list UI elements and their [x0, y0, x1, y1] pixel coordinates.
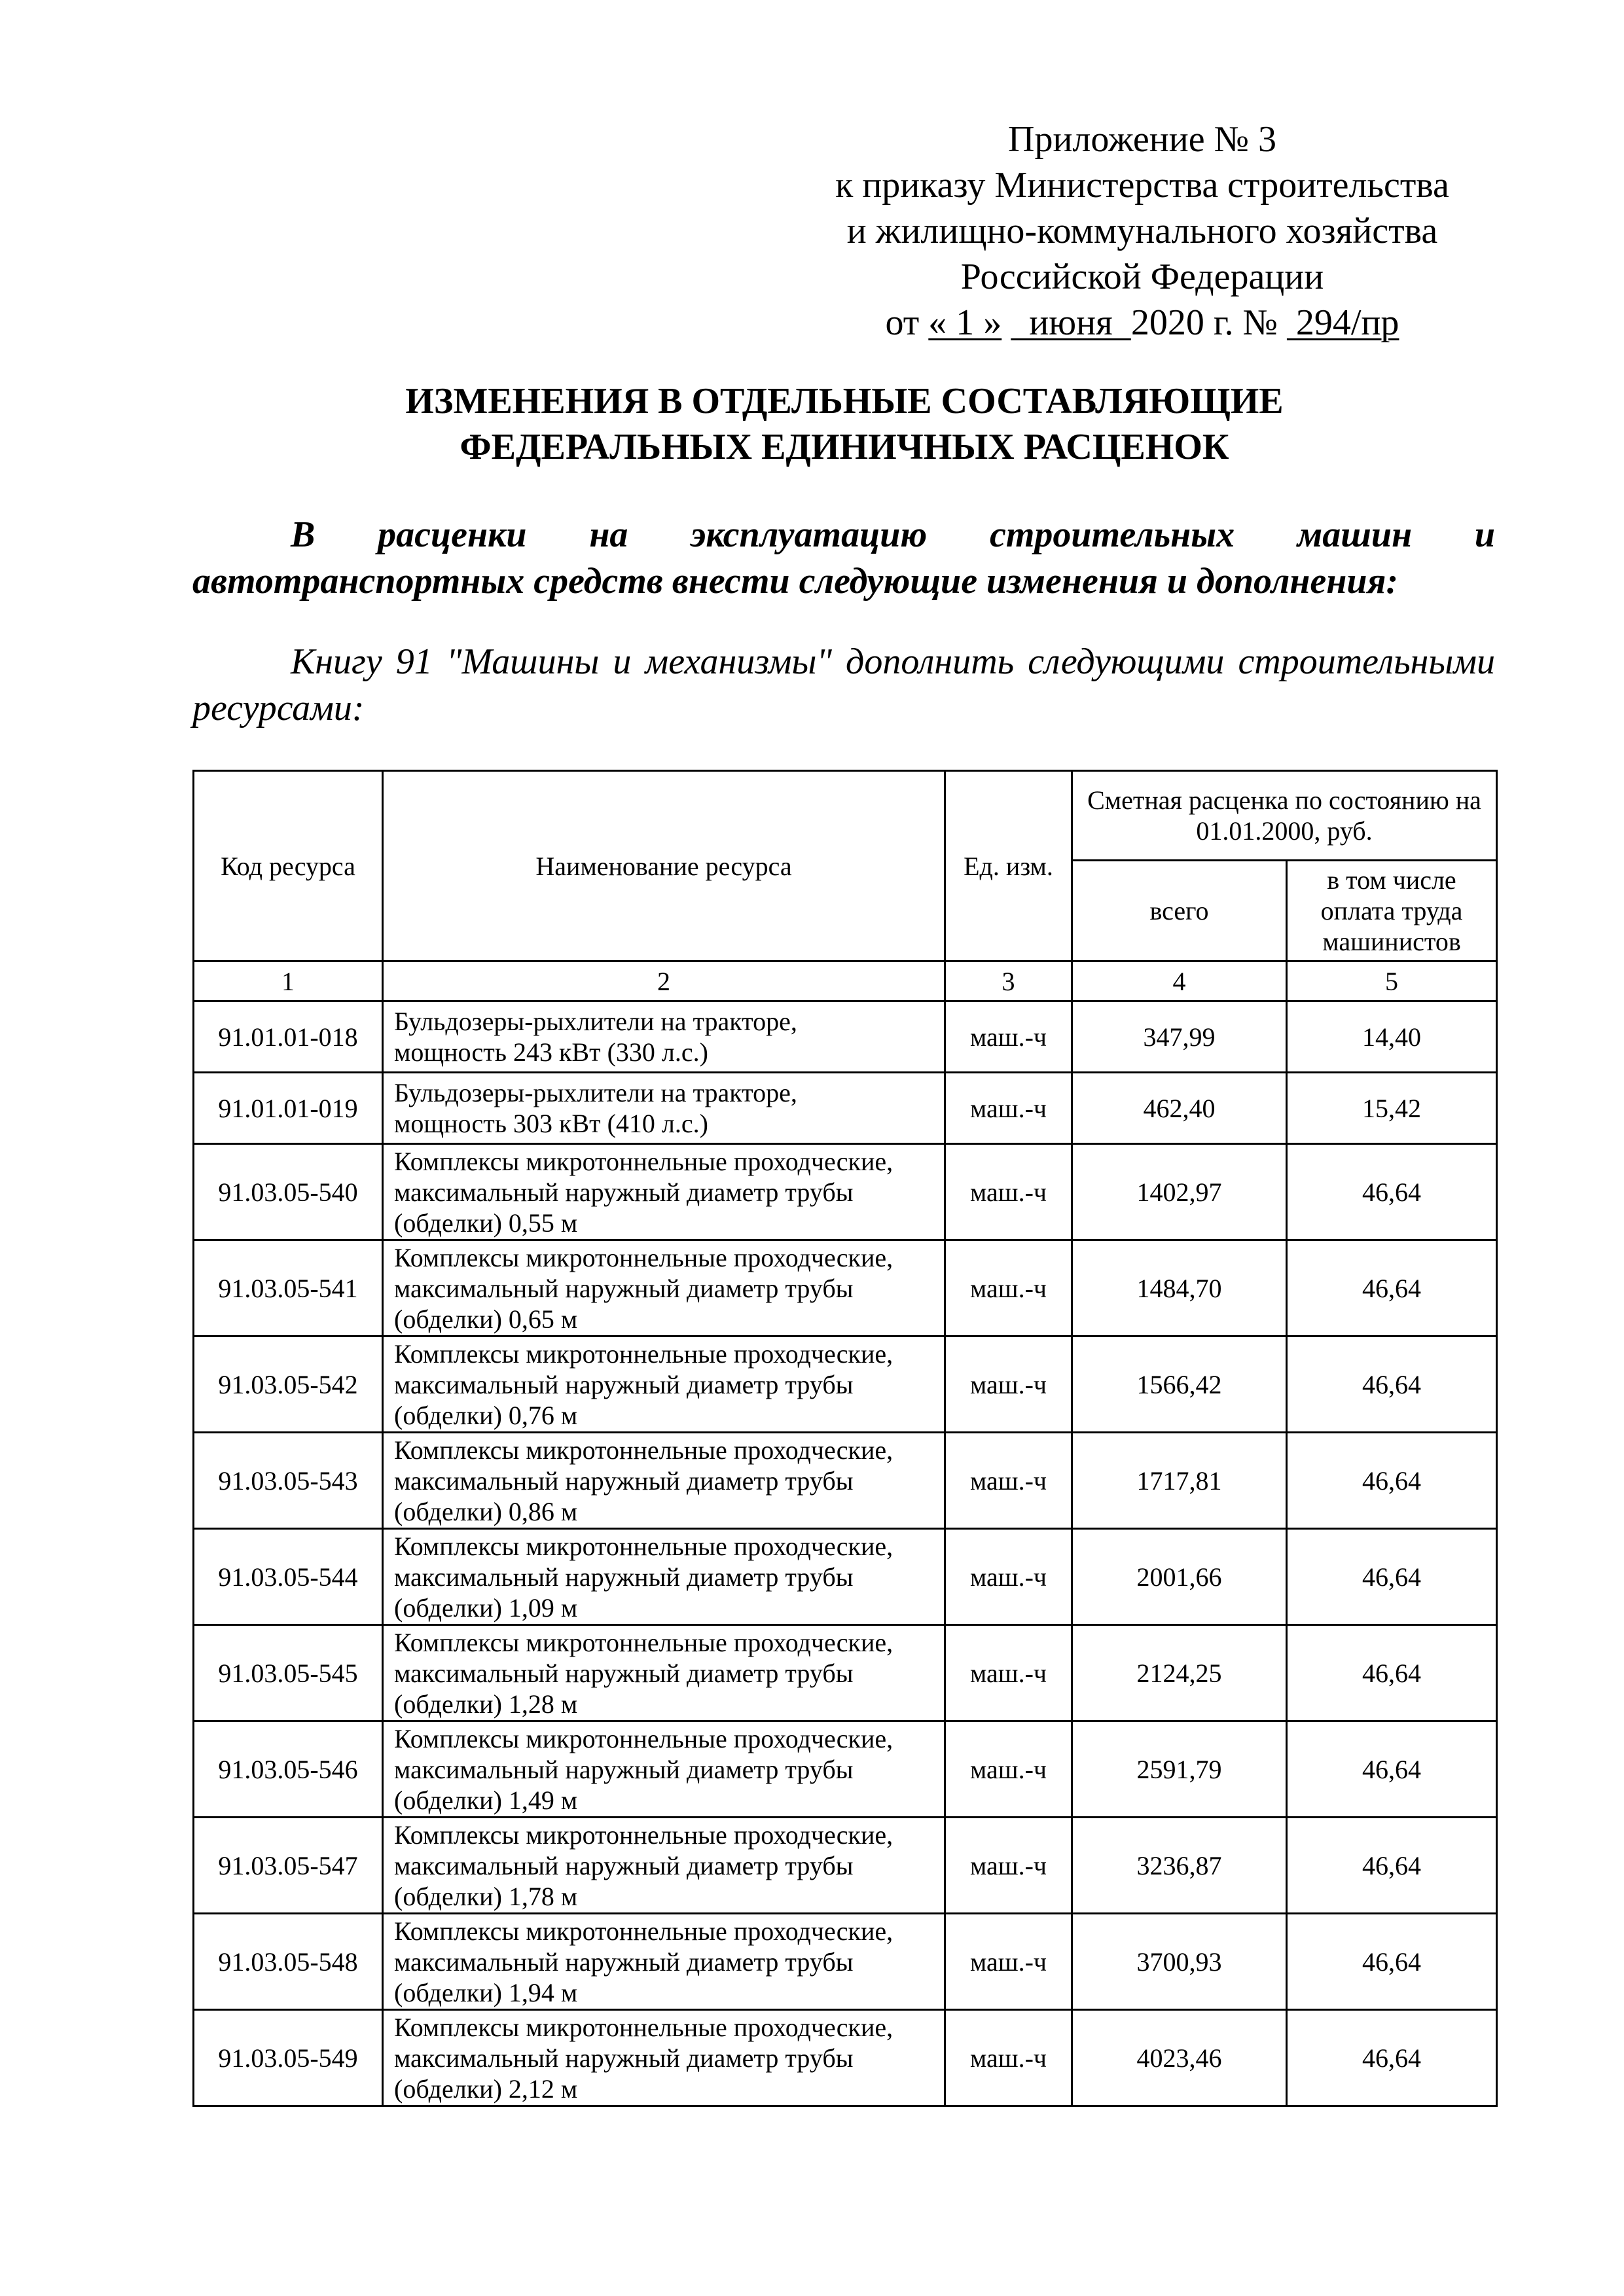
- cell-labor: 46,64: [1287, 1336, 1497, 1433]
- cell-unit: маш.-ч: [945, 1144, 1072, 1240]
- cell-labor: 46,64: [1287, 1818, 1497, 1914]
- cell-code: 91.03.05-545: [194, 1625, 383, 1721]
- header-total: всего: [1072, 861, 1287, 961]
- book-note-paragraph: Книгу 91 "Машины и механизмы" дополнить следующими строительными ресурсами:: [192, 641, 1495, 728]
- order-line-2: и жилищно-коммунального хозяйства: [846, 211, 1438, 251]
- cell-unit: маш.-ч: [945, 1073, 1072, 1144]
- cell-code: 91.01.01-019: [194, 1073, 383, 1144]
- column-number: 5: [1287, 961, 1497, 1001]
- cell-unit: маш.-ч: [945, 1240, 1072, 1336]
- cell-unit: маш.-ч: [945, 1001, 1072, 1073]
- cell-unit: маш.-ч: [945, 1721, 1072, 1818]
- cell-labor: 46,64: [1287, 1914, 1497, 2010]
- cell-code: 91.03.05-542: [194, 1336, 383, 1433]
- cell-name: Бульдозеры-рыхлители на тракторе, мощность 303 кВт (410 л.с.): [383, 1073, 945, 1144]
- table-row: [194, 1073, 1497, 1144]
- cell-total: 2001,66: [1072, 1529, 1287, 1625]
- table-row: [194, 1721, 1497, 1818]
- order-year: 2020 г. №: [1130, 302, 1278, 343]
- table-row: [194, 1433, 1497, 1529]
- column-numbers-row: [194, 961, 1497, 1001]
- cell-code: 91.03.05-543: [194, 1433, 383, 1529]
- cell-unit: маш.-ч: [945, 1336, 1072, 1433]
- cell-labor: 14,40: [1287, 1001, 1497, 1073]
- table-row: [194, 1001, 1497, 1073]
- cell-name: Комплексы микротоннельные проходческие, максимальный наружный диаметр трубы (обделки) 1,94 м: [383, 1914, 945, 2010]
- order-number: 294/пр: [1286, 302, 1399, 343]
- table-row: [194, 2010, 1497, 2106]
- column-number: 1: [194, 961, 383, 1001]
- cell-name: Комплексы микротоннельные проходческие, максимальный наружный диаметр трубы (обделки) 0,65 м: [383, 1240, 945, 1336]
- order-day: « 1 »: [928, 302, 1002, 343]
- cell-total: 4023,46: [1072, 2010, 1287, 2106]
- cell-code: 91.03.05-548: [194, 1914, 383, 2010]
- cell-name: Комплексы микротоннельные проходческие, максимальный наружный диаметр трубы (обделки) 2,12 м: [383, 2010, 945, 2106]
- cell-name: Комплексы микротоннельные проходческие, максимальный наружный диаметр трубы (обделки) 1,28 м: [383, 1625, 945, 1721]
- table-row: [194, 1529, 1497, 1625]
- table-row: [194, 1336, 1497, 1433]
- cell-labor: 46,64: [1287, 1625, 1497, 1721]
- column-number: 3: [945, 961, 1072, 1001]
- document-title: [190, 378, 1499, 470]
- header-estimate: Сметная расценка по состоянию на 01.01.2000, руб.: [1072, 771, 1497, 861]
- table-row: [194, 1914, 1497, 2010]
- cell-total: 347,99: [1072, 1001, 1287, 1073]
- cell-total: 3236,87: [1072, 1818, 1287, 1914]
- cell-code: 91.03.05-541: [194, 1240, 383, 1336]
- cell-unit: маш.-ч: [945, 1529, 1072, 1625]
- order-date-line: [776, 300, 1509, 346]
- table-header-row: [194, 771, 1497, 861]
- order-line-1: к приказу Министерства строительства: [835, 165, 1449, 206]
- cell-unit: маш.-ч: [945, 1625, 1072, 1721]
- table-row: [194, 1625, 1497, 1721]
- cell-labor: 46,64: [1287, 2010, 1497, 2106]
- cell-labor: 46,64: [1287, 1529, 1497, 1625]
- resource-rates-table: [192, 770, 1498, 2107]
- cell-labor: 46,64: [1287, 1433, 1497, 1529]
- cell-code: 91.03.05-544: [194, 1529, 383, 1625]
- appendix-header: [776, 117, 1509, 346]
- column-number: 4: [1072, 961, 1287, 1001]
- cell-name: Комплексы микротоннельные проходческие, максимальный наружный диаметр трубы (обделки) 1,78 м: [383, 1818, 945, 1914]
- table-row: [194, 1240, 1497, 1336]
- header-unit: Ед. изм.: [945, 771, 1072, 961]
- cell-code: 91.01.01-018: [194, 1001, 383, 1073]
- header-labor: в том числе оплата труда машинистов: [1287, 861, 1497, 961]
- cell-name: Комплексы микротоннельные проходческие, максимальный наружный диаметр трубы (обделки) 0,86 м: [383, 1433, 945, 1529]
- cell-labor: 15,42: [1287, 1073, 1497, 1144]
- order-month: июня: [1011, 302, 1131, 343]
- title-line-1: ИЗМЕНЕНИЯ В ОТДЕЛЬНЫЕ СОСТАВЛЯЮЩИЕ: [405, 381, 1284, 422]
- title-line-2: ФЕДЕРАЛЬНЫХ ЕДИНИЧНЫХ РАСЦЕНОК: [460, 427, 1229, 467]
- cell-total: 3700,93: [1072, 1914, 1287, 2010]
- table-row: [194, 1144, 1497, 1240]
- date-prefix: от: [885, 302, 920, 343]
- cell-unit: маш.-ч: [945, 2010, 1072, 2106]
- cell-total: 2591,79: [1072, 1721, 1287, 1818]
- cell-code: 91.03.05-546: [194, 1721, 383, 1818]
- order-line-3: Российской Федерации: [960, 257, 1324, 297]
- cell-unit: маш.-ч: [945, 1433, 1072, 1529]
- column-number: 2: [383, 961, 945, 1001]
- cell-name: Комплексы микротоннельные проходческие, максимальный наружный диаметр трубы (обделки) 1,09 м: [383, 1529, 945, 1625]
- cell-total: 1566,42: [1072, 1336, 1287, 1433]
- cell-name: Комплексы микротоннельные проходческие, максимальный наружный диаметр трубы (обделки) 1,49 м: [383, 1721, 945, 1818]
- cell-unit: маш.-ч: [945, 1818, 1072, 1914]
- cell-labor: 46,64: [1287, 1144, 1497, 1240]
- header-code: Код ресурса: [194, 771, 383, 961]
- appendix-title: Приложение № 3: [1008, 119, 1276, 160]
- cell-total: 462,40: [1072, 1073, 1287, 1144]
- cell-total: 1717,81: [1072, 1433, 1287, 1529]
- cell-name: Бульдозеры-рыхлители на тракторе, мощность 243 кВт (330 л.с.): [383, 1001, 945, 1073]
- cell-total: 2124,25: [1072, 1625, 1287, 1721]
- cell-code: 91.03.05-547: [194, 1818, 383, 1914]
- header-name: Наименование ресурса: [383, 771, 945, 961]
- cell-total: 1484,70: [1072, 1240, 1287, 1336]
- cell-total: 1402,97: [1072, 1144, 1287, 1240]
- intro-paragraph: В расценки на эксплуатацию строительных машин и автотранспортных средств внести следующие изменения и дополнения:: [192, 514, 1495, 601]
- cell-name: Комплексы микротоннельные проходческие, максимальный наружный диаметр трубы (обделки) 0,55 м: [383, 1144, 945, 1240]
- cell-name: Комплексы микротоннельные проходческие, максимальный наружный диаметр трубы (обделки) 0,76 м: [383, 1336, 945, 1433]
- cell-code: 91.03.05-540: [194, 1144, 383, 1240]
- table-row: [194, 1818, 1497, 1914]
- cell-unit: маш.-ч: [945, 1914, 1072, 2010]
- cell-labor: 46,64: [1287, 1240, 1497, 1336]
- cell-labor: 46,64: [1287, 1721, 1497, 1818]
- cell-code: 91.03.05-549: [194, 2010, 383, 2106]
